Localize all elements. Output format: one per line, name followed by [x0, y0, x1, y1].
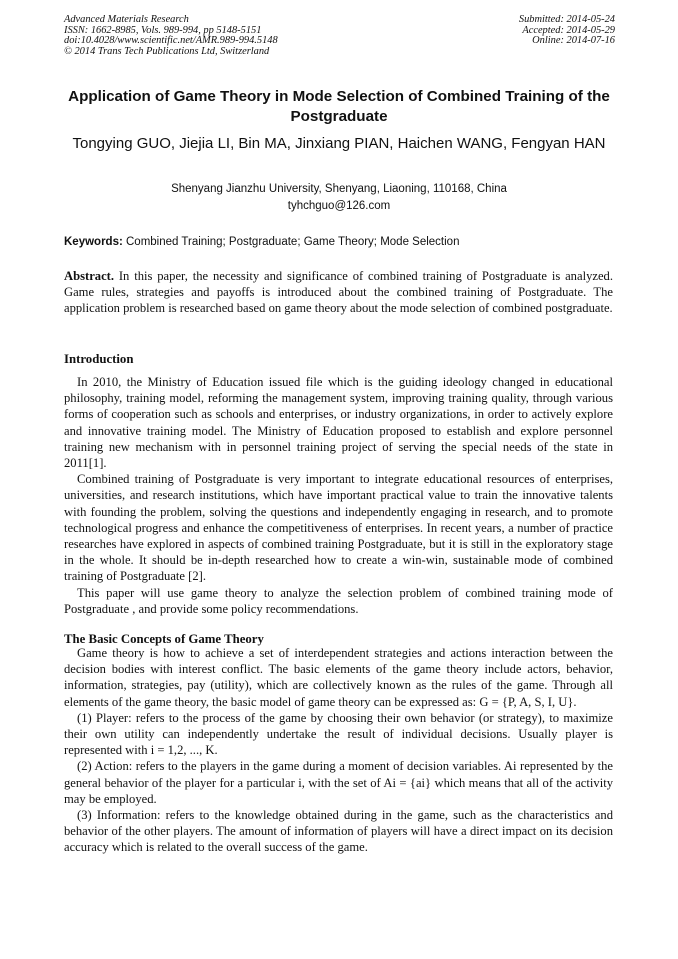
submitted-date: Submitted: 2014-05-24: [518, 14, 615, 25]
paragraph: (1) Player: refers to the process of the game by choosing their own behavior (or strategy), to maximize their own utility can independently undertake the result of individual decisions. Usually player is represented with i = 1,2, ..., K.: [64, 710, 613, 758]
copyright-line: © 2014 Trans Tech Publications Ltd, Switzerland: [64, 45, 270, 57]
paragraph: This paper will use game theory to analyze the selection problem of combined training mode of Postgraduate , and provide some policy recommendations.: [64, 585, 613, 616]
paragraph: Combined training of Postgraduate is very important to integrate educational resources of enterprises, universities, and research institutions, which have important practical value to train the innovative talents with founding the problem, solving the questions and independently engaging in research, and to promote technological progress and enhance the competitiveness of enterprises. In recent years, a number of practice researches have explored in aspects of combined training Postgraduate, but it is still in the exploratory stage in the whole. It should be in-depth researched how to create a win-win, sustainable mode of combined training of Postgraduate [2].: [64, 472, 613, 584]
journal-name: Advanced Materials Research: [64, 14, 189, 25]
paragraph: (2) Action: refers to the players in the game during a moment of decision variables. Ai represented by the general behavior of the player for a particular i, with the set of Ai = {ai} which means that all of the activity may be employed.: [64, 759, 613, 806]
paragraph: Game theory is how to achieve a set of interdependent strategies and actions interaction between the decision bodies with interest conflict. The basic elements of the game theory include actors, behavior, information, strategies, pay (utility), which are collectively known as the rules of the game. Through all elements of the game theory, the basic model of game theory can be expressed as: G = {P, A, S, I, U}.: [64, 646, 613, 709]
author-list: Tongying GUO, Jiejia LI, Bin MA, Jinxiang PIAN, Haichen WANG, Fengyan HAN: [72, 135, 606, 152]
keywords-label: Keywords:: [64, 236, 123, 248]
basic-concepts-heading: The Basic Concepts of Game Theory: [64, 632, 264, 646]
paper-title: Application of Game Theory in Mode Selection of Combined Training of the Postgraduate: [68, 88, 610, 125]
affiliation-block: [40, 181, 638, 215]
abstract-label: Abstract.: [64, 269, 115, 283]
online-date: Online: 2014-07-16: [532, 35, 615, 47]
issn-line: ISSN: 1662-8985, Vols. 989-994, pp 5148-5151: [64, 24, 262, 36]
keywords-text: Combined Training; Postgraduate; Game Theory; Mode Selection: [122, 236, 460, 248]
abstract-text: In this paper, the necessity and significance of combined training of Postgraduate is analyzed. Game rules, strategies and payoffs is introduced about the combined training of Postgraduate. The application problem is researched based on game theory about the mode selection of combined postgraduate.: [64, 269, 613, 316]
keywords: [64, 235, 624, 249]
basic-concepts-body: [64, 645, 613, 856]
affiliation: Shenyang Jianzhu University, Shenyang, Liaoning, 110168, China: [171, 183, 507, 195]
paragraph: (3) Information: refers to the knowledge obtained during in the game, such as the characteristics and behavior of the other players. The amount of information of players will have a direct impact on its decision accuracy which is related to the overall success of the game.: [64, 808, 613, 855]
doi-line[interactable]: doi:10.4028/www.scientific.net/AMR.989-994.5148: [64, 35, 278, 47]
author-email[interactable]: tyhchguo@126.com: [287, 200, 391, 212]
introduction-body: [64, 374, 613, 617]
accepted-date: Accepted: 2014-05-29: [522, 24, 615, 36]
dates-info: [519, 15, 615, 47]
journal-info: [64, 15, 278, 57]
introduction-heading: Introduction: [64, 352, 134, 366]
abstract: [64, 268, 613, 317]
paragraph: In 2010, the Ministry of Education issued file which is the guiding ideology changed in educational philosophy, training model, reforming the management system, improving training quality, through various forms of cooperation such as schools and enterprises, or industry organizations, in order to actively explore and innovative training model. The Ministry of Education proposed to establish and explore personnel training new mechanism with in personnel training project of serving the special needs of the state in 2011[1].: [64, 375, 613, 471]
